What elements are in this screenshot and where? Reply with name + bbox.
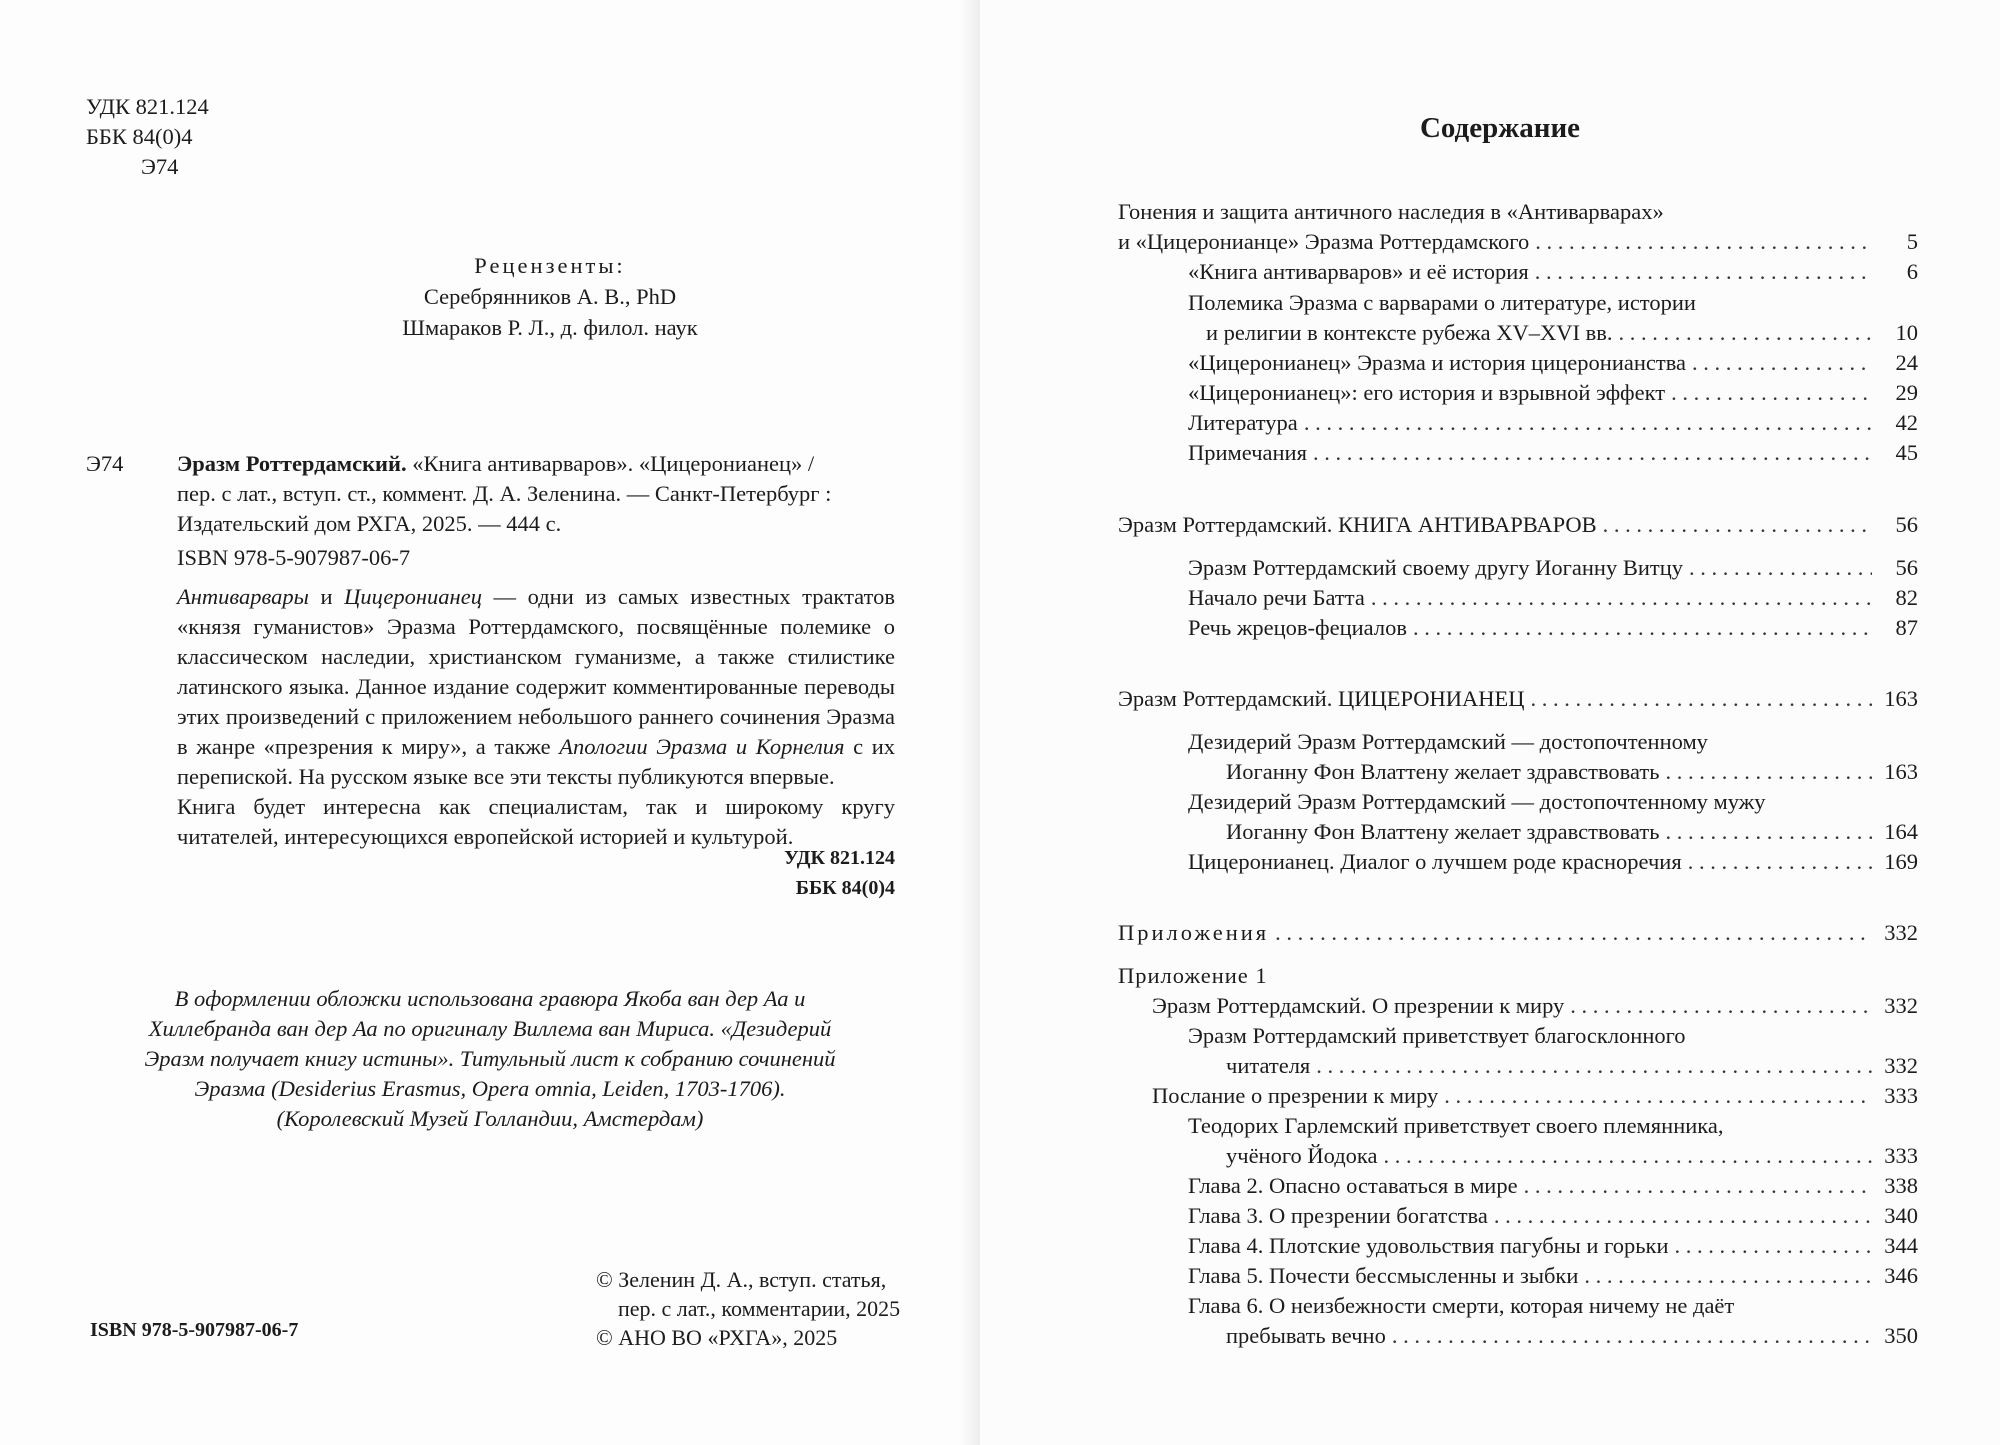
copyright-line-2: пер. с лат., комментарии, 2025 [618,1296,901,1321]
toc-page-number: 5 [1906,229,1918,254]
toc-page-number: 24 [1895,350,1918,375]
toc-entry-text: «Цицеронианец»: его история и взрывной эффект [1188,380,1666,405]
abstract-italic-2: Цицеронианец [344,584,482,609]
abstract-paragraph-1-end: с их перепиской. На русском языке все эти тексты публикуются впервые. [177,734,895,789]
toc-page-number: 87 [1895,615,1918,640]
toc-entry [1188,847,1918,877]
toc-s1b-line1: Полемика Эразма с варварами о литературе, истории [1188,290,1696,315]
toc-s1-line1: Гонения и защита античного наследия в «Антиварварах» [1118,199,1664,224]
toc-entry [1188,583,1918,613]
toc-entry [1188,1231,1918,1261]
toc-entry [1188,257,1918,287]
toc-entry-text: Глава 2. Опасно оставаться в мире [1188,1173,1518,1198]
toc-entry-text: Иоганну Фон Влаттену желает здравствовать [1226,819,1660,844]
abstract-italic-1: Антиварвары [177,584,309,609]
toc-entry-text: «Цицеронианец» Эразма и история цицеронианства [1188,350,1687,375]
toc-entry-text: пребывать вечно [1226,1323,1386,1348]
toc-entry-text: и религии в контексте рубежа XV–XVI вв. [1206,320,1613,345]
toc-page-number: 163 [1884,759,1918,784]
toc-entry-text: и «Цицеронианце» Эразма Роттердамского [1118,229,1530,254]
toc-entry-text: «Книга антиварваров» и её история [1188,259,1529,284]
toc-entry [1188,348,1918,378]
toc-entry-text: Начало речи Батта [1188,585,1365,610]
abstract-italic-3: Апологии Эразма и Корнелия [559,734,845,759]
copyright [596,1265,900,1352]
toc-page-number: 45 [1895,440,1918,465]
udk-right-code: УДК 821.124 [784,847,895,869]
toc-page-number: 163 [1884,686,1918,711]
toc-entry-text: Иоганну Фон Влаттену желает здравствовать [1226,759,1660,784]
toc-page-number: 6 [1906,259,1918,284]
bbk-code: ББК 84(0)4 [86,124,193,149]
toc-s3a-line1: Дезидерий Эразм Роттердамский — достопочтенному [1188,729,1708,754]
toc-entry [1188,408,1918,438]
toc-entry [1118,684,1918,714]
toc-title: Содержание [1419,112,1581,144]
toc-entry-text: Послание о презрении к миру [1152,1083,1439,1108]
toc-entry-text: Эразм Роттердамский. О презрении к миру [1152,993,1565,1018]
toc-s4b-line1: Эразм Роттердамский приветствует благосклонного [1188,1023,1686,1048]
toc-page-number: 10 [1895,320,1918,345]
toc-entry-text: Глава 5. Почести бессмысленны и зыбки [1188,1263,1579,1288]
bibliographic-entry [177,449,895,573]
toc-page-number: 333 [1884,1083,1918,1108]
toc-entry [1188,378,1918,408]
toc-page-number: 333 [1884,1143,1918,1168]
toc-entry-text: Приложения [1118,920,1270,945]
toc-page-number: 338 [1884,1173,1918,1198]
abstract-and: и [308,584,345,609]
copyright-line-3: © АНО ВО «РХГА», 2025 [596,1325,838,1350]
toc-entry-text: Цицеронианец. Диалог о лучшем роде красноречия [1188,849,1682,874]
entry-line-2: пер. с лат., вступ. ст., коммент. Д. А. Зеленина. — Санкт-Петербург : [177,481,832,506]
toc-entry [1206,318,1918,348]
udk-right [600,843,895,903]
toc-entry-text: Глава 3. О презрении богатства [1188,1203,1488,1228]
cover-note: В оформлении обложки использована гравюра Якоба ван дер Аа и Хиллебранда ван дер Аа по оригиналу Виллема ван Мириса. «Дезидерий Эразм получает книгу истины». Титульный лист к собранию сочинений Эразма (Desiderius Erasmus, Opera omnia, Leiden, 1703-1706). (Королевский Музей Голландии, Амстердам) [144,986,836,1131]
toc-entry-text: Эразм Роттердамский. ЦИЦЕРОНИАНЕЦ [1118,686,1525,711]
toc-entry [1118,918,1918,948]
toc-entry [1226,817,1918,847]
toc-s3b-line1: Дезидерий Эразм Роттердамский — достопочтенному мужу [1188,789,1766,814]
udk-code: УДК 821.124 [86,94,209,119]
toc-page-number: 82 [1895,585,1918,610]
toc-entry-text: учёного Йодока [1226,1143,1378,1168]
toc-s4i-line1: Глава 6. О неизбежности смерти, которая ничему не даёт [1188,1293,1735,1318]
isbn-bottom: ISBN 978-5-907987-06-7 [90,1319,299,1341]
toc-page-number: 169 [1884,849,1918,874]
toc-entry [1152,1081,1918,1111]
toc-s4d-line1: Теодорих Гарлемский приветствует своего племянника, [1188,1113,1724,1138]
toc-page-number: 29 [1895,380,1918,405]
toc-entry [1226,1141,1918,1171]
toc-entry [1226,1051,1918,1081]
toc-page-number: 332 [1884,993,1918,1018]
toc-entry [1118,510,1918,540]
toc-entry [1188,438,1918,468]
toc-page-number: 56 [1895,555,1918,580]
toc-entry-text: Эразм Роттердамский своему другу Иоганну Витцу [1188,555,1684,580]
reviewer-1: Серебрянников А. В., PhD [423,284,677,309]
toc-entry [1152,991,1918,1021]
toc-entry [1188,613,1918,643]
toc-entry [1118,227,1918,257]
toc-entry-text: Эразм Роттердамский. КНИГА АНТИВАРВАРОВ [1118,512,1597,537]
toc-entry-text: Литература [1188,410,1298,435]
reviewer-2: Шмараков Р. Л., д. филол. наук [402,315,698,340]
toc-entry [1188,553,1918,583]
copyright-line-1: © Зеленин Д. А., вступ. статья, [596,1267,887,1292]
entry-title: «Книга антиварваров». «Цицеронианец» / [406,451,815,476]
toc-entry [1226,757,1918,787]
toc-entry [1188,1171,1918,1201]
bbk-right-code: ББК 84(0)4 [795,877,895,899]
reviewers [300,250,800,343]
abstract-paragraph-1: — одни из самых известных трактатов «князя гуманистов» Эразма Роттердамского, посвящённые полемике о классическом наследии, христианском гуманизме, а также стилистике латинского языка. Данное издание содержит комментированные переводы этих произведений с приложением небольшого раннего сочинения Эразма в жанре «презрения к миру», а также [177,584,895,759]
toc-page-number: 332 [1884,920,1918,945]
toc-entry [1188,1201,1918,1231]
toc-entry-text: Примечания [1188,440,1307,465]
entry-line-3: Издательский дом РХГА, 2025. — 444 с. [177,511,562,536]
toc-page-number: 164 [1884,819,1918,844]
toc-entry [1188,1261,1918,1291]
entry-author: Эразм Роттердамский. [177,451,407,476]
entry-author-mark: Э74 [86,451,124,476]
reviewers-heading: Рецензенты: [474,253,626,278]
toc-page-number: 350 [1884,1323,1918,1348]
toc-appendix-1: Приложение 1 [1118,963,1268,988]
entry-isbn: ISBN 978-5-907987-06-7 [177,545,411,570]
toc-page-number: 332 [1884,1053,1918,1078]
toc-entry-text: читателя [1226,1053,1311,1078]
toc-entry-text: Речь жрецов-фециалов [1188,615,1407,640]
toc-page-number: 344 [1884,1233,1918,1258]
toc-page-number: 346 [1884,1263,1918,1288]
left-page [0,0,980,1445]
author-mark: Э74 [141,154,179,179]
toc-entry-text: Глава 4. Плотские удовольствия пагубны и горьки [1188,1233,1669,1258]
toc-page-number: 42 [1895,410,1918,435]
udk-header [86,92,209,182]
toc-page-number: 56 [1895,512,1918,537]
toc-entry [1226,1321,1918,1351]
abstract-paragraph-2: Книга будет интересна как специалистам, так и широкому кругу читателей, интересующихся европейской историей и культурой. [177,794,895,849]
toc-page-number: 340 [1884,1203,1918,1228]
annotation [177,582,895,852]
